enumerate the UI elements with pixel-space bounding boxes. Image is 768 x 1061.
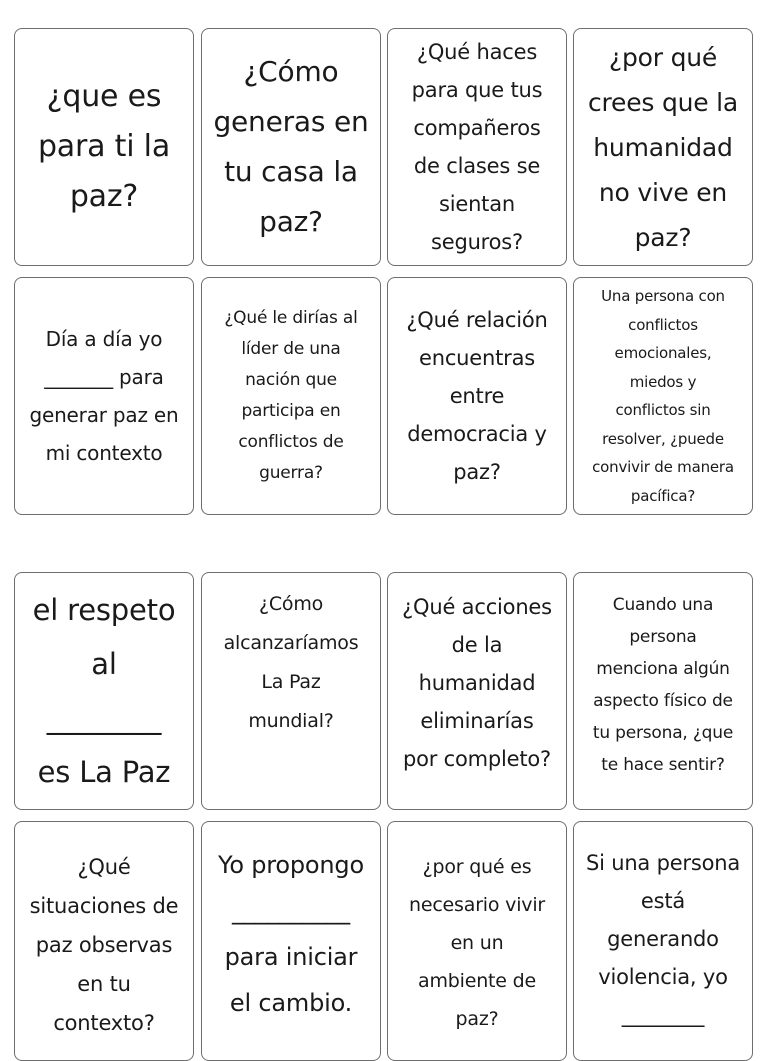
question-card (201, 28, 381, 266)
question-card (573, 28, 753, 266)
card-text: Yo propongo __________ para iniciar el cambio. (218, 851, 364, 1017)
question-card (201, 821, 381, 1061)
card-text: ¿Cómo alcanzaríamos La Paz mundial? (223, 593, 359, 732)
question-card (201, 277, 381, 515)
card-text: Día a día yo _______ para generar paz en mi contexto (29, 327, 179, 465)
question-card (387, 28, 567, 266)
question-card (387, 572, 567, 810)
question-card (573, 572, 753, 810)
card-text: ¿Qué le dirías al líder de una nación que participa en conflictos de guerra? (224, 308, 358, 483)
card-text: ¿Qué haces para que tus compañeros de clases se sientan seguros? (411, 40, 543, 254)
question-card (387, 821, 567, 1061)
card-text: ¿Qué acciones de la humanidad eliminarías por completo? (402, 595, 552, 771)
question-card (201, 572, 381, 810)
card-text: Cuando una persona menciona algún aspecto físico de tu persona, ¿que te hace sentir? (592, 595, 734, 775)
card-text: Una persona con conflictos emocionales, miedos y conflictos sin resolver, ¿puede convivir de manera pacífica? (592, 287, 734, 505)
question-card (14, 28, 194, 266)
question-card (14, 821, 194, 1061)
question-card (387, 277, 567, 515)
card-text: ¿por qué crees que la humanidad no vive en paz? (587, 42, 739, 252)
card-text: ¿que es para ti la paz? (37, 79, 171, 214)
card-text: ¿Qué situaciones de paz observas en tu contexto? (29, 855, 179, 1035)
card-text: el respeto al ________ es La Paz (32, 593, 176, 789)
question-card (14, 572, 194, 810)
card-text: ¿Qué relación encuentras entre democracia y paz? (406, 308, 548, 484)
card-text: ¿Cómo generas en tu casa la paz? (213, 55, 369, 238)
question-card (573, 821, 753, 1061)
card-text: ¿por qué es necesario vivir en un ambiente de paz? (408, 856, 546, 1030)
question-card (573, 277, 753, 515)
question-card (14, 277, 194, 515)
card-text: Si una persona está generando violencia, yo ________ (585, 851, 741, 1027)
